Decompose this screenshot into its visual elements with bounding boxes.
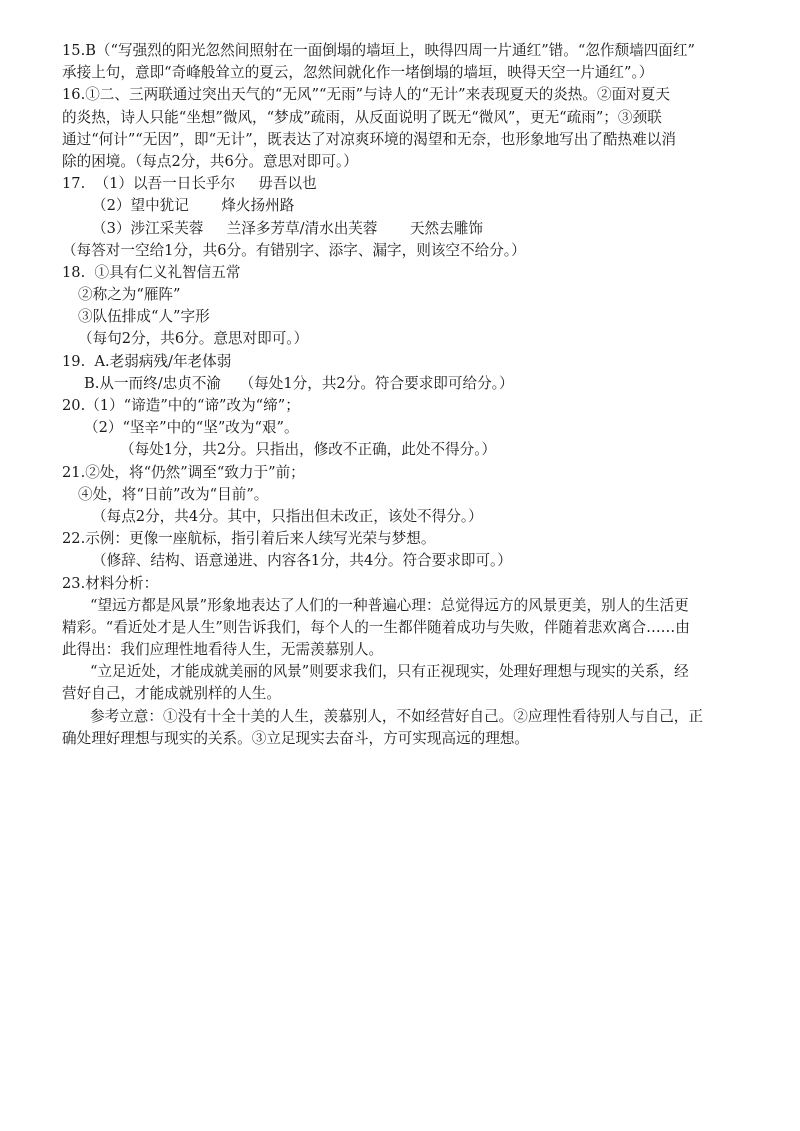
answer-16-line-4: 除的困境。（每点2分，共6分。意思对即可。） bbox=[62, 152, 358, 170]
answer-document bbox=[62, 40, 762, 750]
answer-18-item-1: 18. ①具有仁义礼智信五常 bbox=[62, 263, 241, 281]
answer-17-item-1: 17. （1）以吾一日长乎尔 毋吾以也 bbox=[62, 175, 317, 193]
answer-23-para-1-line-2: 精彩。“看近处才是人生”则告诉我们，每个人的一生都伴随着成功与失败，伴随着悲欢离合……由 bbox=[62, 618, 690, 636]
answer-21-item-1: 21.②处，将“仍然”调至“致力于”前； bbox=[62, 463, 305, 481]
answer-16-line-2: 的炎热，诗人只能“坐想”微风，“梦成”疏雨，从反面说明了既无“微风”，更无“疏雨”；③颈联 bbox=[62, 108, 662, 126]
answer-17-item-3: （3）涉江采芙蓉 兰泽多芳草/清水出芙蓉 天然去雕饰 bbox=[92, 219, 483, 237]
answer-22-example: 22.示例：更像一座航标，指引着后来人续写光荣与梦想。 bbox=[62, 530, 436, 548]
answer-22-scoring: （修辞、结构、语意递进、内容各1分，共4分。符合要求即可。） bbox=[92, 552, 512, 570]
answer-15-line-2: 承接上句，意即“奇峰般耸立的夏云，忽然间就化作一堵倒塌的墙垣，映得天空一片通红”。） bbox=[62, 64, 654, 82]
answer-18-scoring: （每句2分，共6分。意思对即可。） bbox=[78, 330, 309, 348]
answer-18-item-2: ②称之为“雁阵” bbox=[78, 286, 181, 304]
answer-17-item-2: （2）望中犹记 烽火扬州路 bbox=[92, 197, 295, 215]
answer-19-item-b: B.从一而终/忠贞不渝 （每处1分，共2分。符合要求即可给分。） bbox=[84, 374, 514, 392]
answer-20-scoring: （每处1分，共2分。只指出，修改不正确，此处不得分。） bbox=[120, 441, 497, 459]
answer-20-item-1: 20.（1）“谛造”中的“谛”改为“缔”； bbox=[62, 397, 300, 414]
answer-23-para-2-line-2: 营好自己，才能成就别样的人生。 bbox=[62, 685, 281, 703]
answer-16-line-1: 16.①二、三两联通过突出天气的“无风”“无雨”与诗人的“无计”来表现夏天的炎热。②面对夏天 bbox=[62, 86, 670, 104]
answer-23-para-1-line-1: “望远方都是风景”形象地表达了人们的一种普遍心理：总觉得远方的风景更美，别人的生活更 bbox=[90, 596, 689, 614]
answer-23-heading: 23.材料分析： bbox=[62, 574, 159, 592]
answer-21-item-2: ④处，将“日前”改为“目前”。 bbox=[78, 485, 269, 503]
answer-17-scoring: （每答对一空给1分，共6分。有错别字、添字、漏字，则该空不给分。） bbox=[62, 241, 526, 259]
answer-20-item-2: （2）“坚辛”中的“坚”改为“艰”。 bbox=[84, 419, 299, 437]
answer-16-line-3: 通过“何计”“无因”，即“无计”，既表达了对凉爽环境的渴望和无奈，也形象地写出了酷热难以消 bbox=[62, 130, 676, 148]
answer-23-para-3-line-1: 参考立意：①没有十全十美的人生，羡慕别人，不如经营好自己。②应理性看待别人与自己，正 bbox=[90, 707, 703, 725]
answer-19-item-a: 19. A.老弱病残/年老体弱 bbox=[62, 352, 232, 370]
answer-23-para-3-line-2: 确处理好理想与现实的关系。③立足现实去奋斗，方可实现高远的理想。 bbox=[62, 729, 530, 747]
answer-18-item-3: ③队伍排成“人”字形 bbox=[78, 308, 210, 326]
answer-23-para-1-line-3: 此得出：我们应理性地看待人生，无需羡慕别人。 bbox=[62, 641, 384, 659]
answer-21-scoring: （每点2分，共4分。其中，只指出但未改正，该处不得分。） bbox=[92, 507, 483, 525]
answer-23-para-2-line-1: “立足近处，才能成就美丽的风景”则要求我们，只有正视现实，处理好理想与现实的关系，经 bbox=[90, 663, 689, 681]
answer-15-line-1: 15.B（“写强烈的阳光忽然间照射在一面倒塌的墙垣上，映得四周一片通红”错。“忽作颓墙四面红” bbox=[62, 42, 695, 59]
